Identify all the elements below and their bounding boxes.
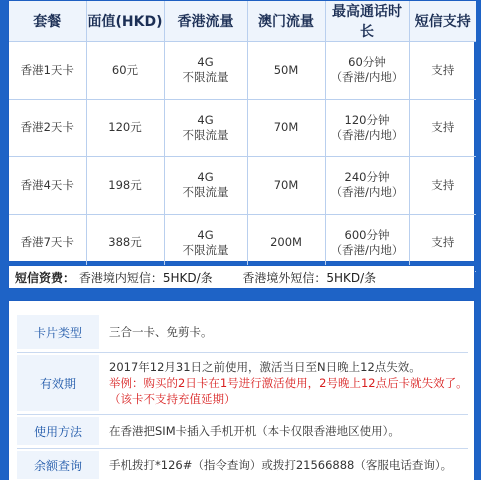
table-row — [9, 42, 476, 100]
hk-data — [164, 214, 247, 272]
call-region: （香港/内地） — [330, 70, 404, 85]
balance-value — [105, 451, 468, 479]
sms-fee-label: 短信资费： — [15, 271, 76, 285]
plan-price: 388元 — [86, 214, 164, 272]
info-row-card-type — [17, 315, 468, 349]
plan-name: 香港4天卡 — [9, 157, 86, 215]
usage-label: 使用方法 — [17, 417, 99, 445]
usage-text: 在香港把SIM卡插入手机开机（本卡仅限香港地区使用）。 — [109, 424, 400, 438]
validity-value — [105, 355, 468, 411]
macau-data: 70M — [247, 157, 325, 215]
table-row — [9, 214, 476, 272]
info-row-balance — [17, 451, 468, 479]
hk-data-limit: 不限流量 — [182, 185, 229, 200]
sms-support: 支持 — [409, 42, 476, 100]
call-time — [325, 99, 409, 157]
col-header-macau-data: 澳门流量 — [247, 1, 325, 42]
table-row — [9, 157, 476, 215]
call-time — [325, 214, 409, 272]
sms-fee-bar — [8, 265, 475, 289]
call-minutes: 600分钟 — [344, 227, 390, 242]
card-type-label: 卡片类型 — [17, 315, 99, 349]
col-header-plan: 套餐 — [9, 1, 86, 42]
validity-label: 有效期 — [17, 355, 99, 411]
hk-data — [164, 157, 247, 215]
divider — [17, 414, 468, 415]
card-info-panel — [8, 300, 475, 480]
hk-data — [164, 42, 247, 100]
hk-data-limit: 不限流量 — [182, 70, 229, 85]
info-row-validity — [17, 355, 468, 411]
sms-support: 支持 — [409, 99, 476, 157]
macau-data: 200M — [247, 214, 325, 272]
sms-support: 支持 — [409, 214, 476, 272]
divider — [17, 352, 468, 353]
validity-note: （该卡不支持充值延期） — [109, 392, 236, 406]
plan-table-header — [9, 1, 476, 42]
card-type-text: 三合一卡、免剪卡。 — [109, 325, 213, 339]
balance-label: 余额查询 — [17, 451, 99, 479]
call-minutes: 240分钟 — [344, 170, 390, 185]
card-type-value — [105, 315, 468, 349]
hk-data-limit: 不限流量 — [182, 242, 229, 257]
hk-data-speed: 4G — [197, 170, 214, 185]
plan-table — [8, 0, 475, 262]
usage-value — [105, 417, 468, 445]
validity-rule: 2017年12月31日之前使用，激活当日至N日晚上12点失效。 — [109, 360, 421, 374]
info-row-usage — [17, 417, 468, 445]
col-header-price: 面值(HKD) — [86, 1, 164, 42]
macau-data: 70M — [247, 99, 325, 157]
divider — [17, 448, 468, 449]
plan-name: 香港1天卡 — [9, 42, 86, 100]
plan-name: 香港2天卡 — [9, 99, 86, 157]
call-region: （香港/内地） — [330, 242, 404, 257]
validity-example: 举例：购买的2日卡在1号进行激活使用，2号晚上12点后卡就失效了。 — [109, 376, 468, 390]
hk-data — [164, 99, 247, 157]
hk-data-limit: 不限流量 — [182, 127, 229, 142]
macau-data: 50M — [247, 42, 325, 100]
hk-data-speed: 4G — [197, 55, 214, 70]
call-region: （香港/内地） — [330, 185, 404, 200]
col-header-hk-data: 香港流量 — [164, 1, 247, 42]
sms-support: 支持 — [409, 157, 476, 215]
plan-price: 198元 — [86, 157, 164, 215]
balance-text: 手机拨打*126#（指令查询）或拨打21566888（客服电话查询）。 — [109, 458, 453, 472]
sms-fee-overseas: 香港境外短信：5HKD/条 — [242, 271, 377, 285]
call-region: （香港/内地） — [330, 127, 404, 142]
call-time — [325, 157, 409, 215]
col-header-sms: 短信支持 — [409, 1, 476, 42]
plan-price: 60元 — [86, 42, 164, 100]
call-minutes: 120分钟 — [344, 112, 390, 127]
table-row — [9, 99, 476, 157]
call-time — [325, 42, 409, 100]
hk-data-speed: 4G — [197, 112, 214, 127]
plan-price: 120元 — [86, 99, 164, 157]
plan-name: 香港7天卡 — [9, 214, 86, 272]
col-header-call-time: 最高通话时长 — [325, 1, 409, 42]
hk-data-speed: 4G — [197, 227, 214, 242]
call-minutes: 60分钟 — [348, 55, 386, 70]
sms-fee-domestic: 香港境内短信：5HKD/条 — [78, 271, 213, 285]
